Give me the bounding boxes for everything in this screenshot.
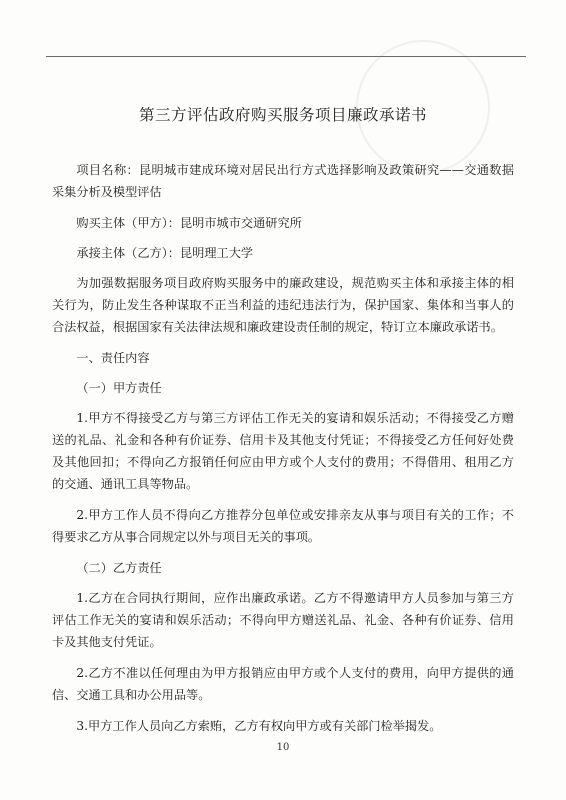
purchaser-paragraph: 购买主体（甲方）：昆明市城市交通研究所 [76,216,302,230]
party-b-clause-3: 3.甲方工作人员向乙方索贿，乙方有权向甲方或有关部门检举揭发。 [76,719,442,733]
document-title: 第三方评估政府购买服务项目廉政承诺书 [138,106,427,124]
page-number: 10 [276,742,290,753]
party-b-clause-2: 2.乙方不准以任何理由为甲方报销应由甲方或个人支付的费用，向甲方提供的通信、交通工具和办公用品等。 [52,666,514,702]
party-b-clause-1: 1.乙方在合同执行期间，应作出廉政承诺。乙方不得邀请甲方人员参加与第三方评估工作无关的宴请和娱乐活动；不得向甲方赠送礼品、礼金、各种有价证券、信用卡及其他支付凭证。 [52,591,514,649]
section-heading-responsibilities: 一、责任内容 [76,351,150,365]
subsection-heading-party-a: （一）甲方责任 [76,381,162,395]
subsection-heading-party-b: （二）乙方责任 [76,561,162,575]
document-body [52,159,514,746]
top-rule-line [46,56,526,57]
intro-paragraph: 为加强数据服务项目政府购买服务中的廉政建设，规范购买主体和承接主体的相关行为，防止发生各种谋取不正当利益的违纪违法行为，保护国家、集体和当事人的合法权益，根据国家有关法律法规和廉政建设责任制的规定，特订立本廉政承诺书。 [52,276,514,334]
project-name-paragraph: 项目名称：昆明城市建成环境对居民出行方式选择影响及政策研究——交通数据采集分析及模型评估 [52,163,514,199]
party-a-clause-1: 1.甲方不得接受乙方与第三方评估工作无关的宴请和娱乐活动；不得接受乙方赠送的礼品、礼金和各种有价证券、信用卡及其他支付凭证；不得接受乙方任何好处费及其他回扣；不得向乙方报销任何应由甲方或个人支付的费用；不得借用、租用乙方的交通、通讯工具等物品。 [52,411,514,491]
party-a-clause-2: 2.甲方工作人员不得向乙方推荐分包单位或安排亲友从事与项目有关的工作；不得要求乙方从事合同规定以外与项目无关的事项。 [52,508,514,544]
contractor-paragraph: 承接主体（乙方）：昆明理工大学 [76,246,254,260]
